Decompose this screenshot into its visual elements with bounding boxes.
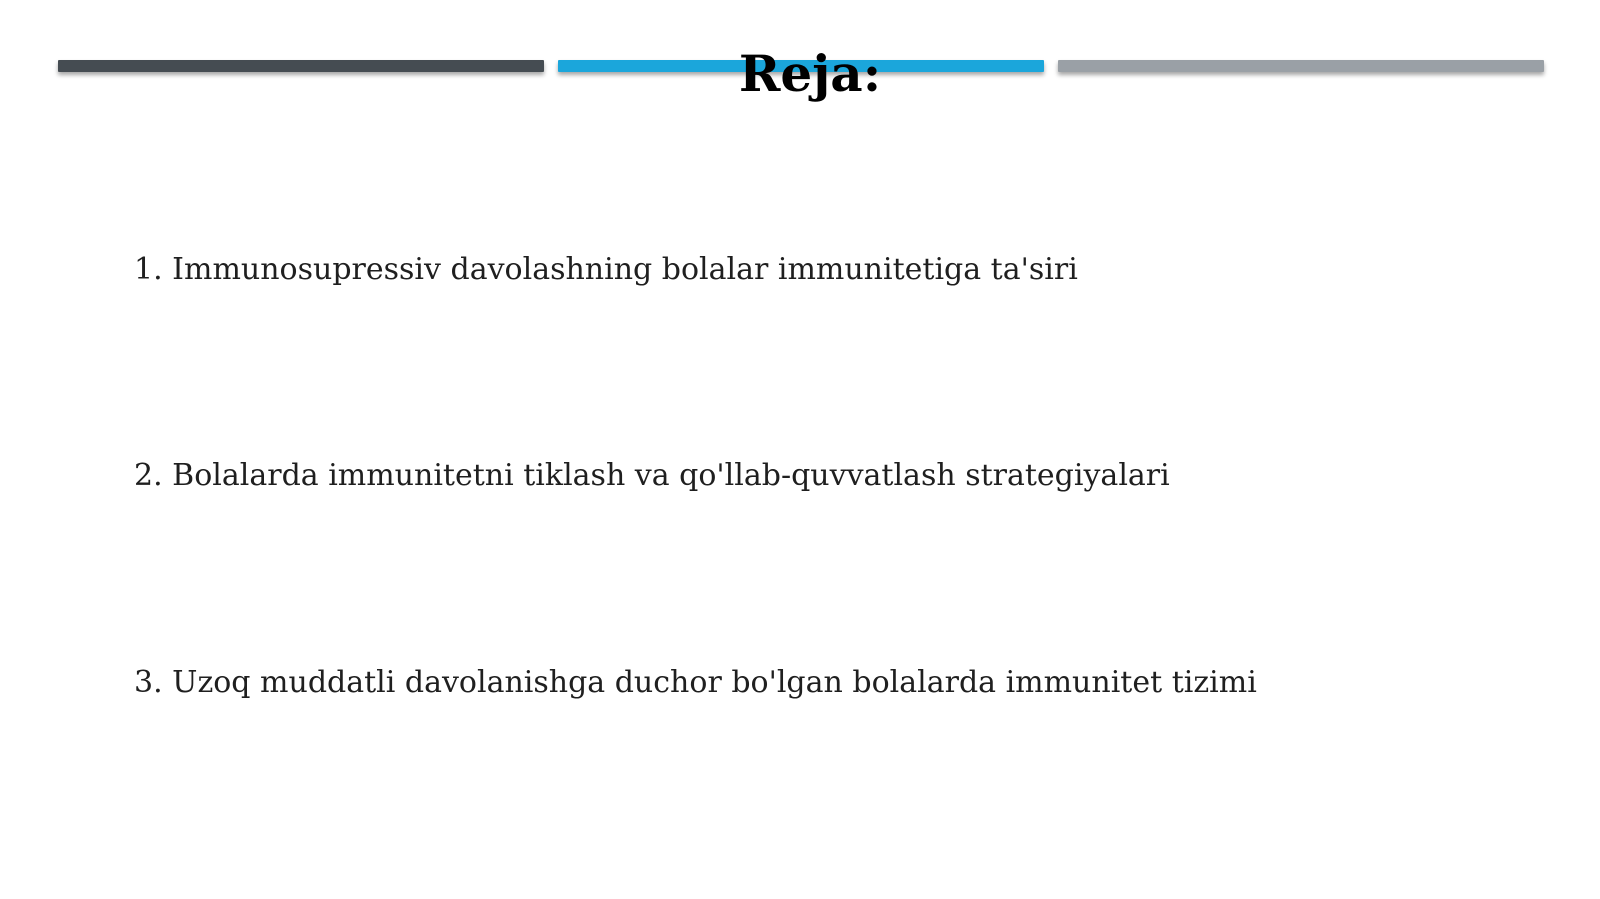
slide-title: Reja: [738, 44, 882, 103]
plan-item: 1. Immunosupressiv davolashning bolalar immunitetiga ta'siri [134, 252, 1078, 287]
plan-item: 2. Bolalarda immunitetni tiklash va qo'llab-quvvatlash strategiyalari [134, 458, 1170, 493]
plan-item: 3. Uzoq muddatli davolanishga duchor bo'lgan bolalarda immunitet tizimi [134, 665, 1257, 700]
